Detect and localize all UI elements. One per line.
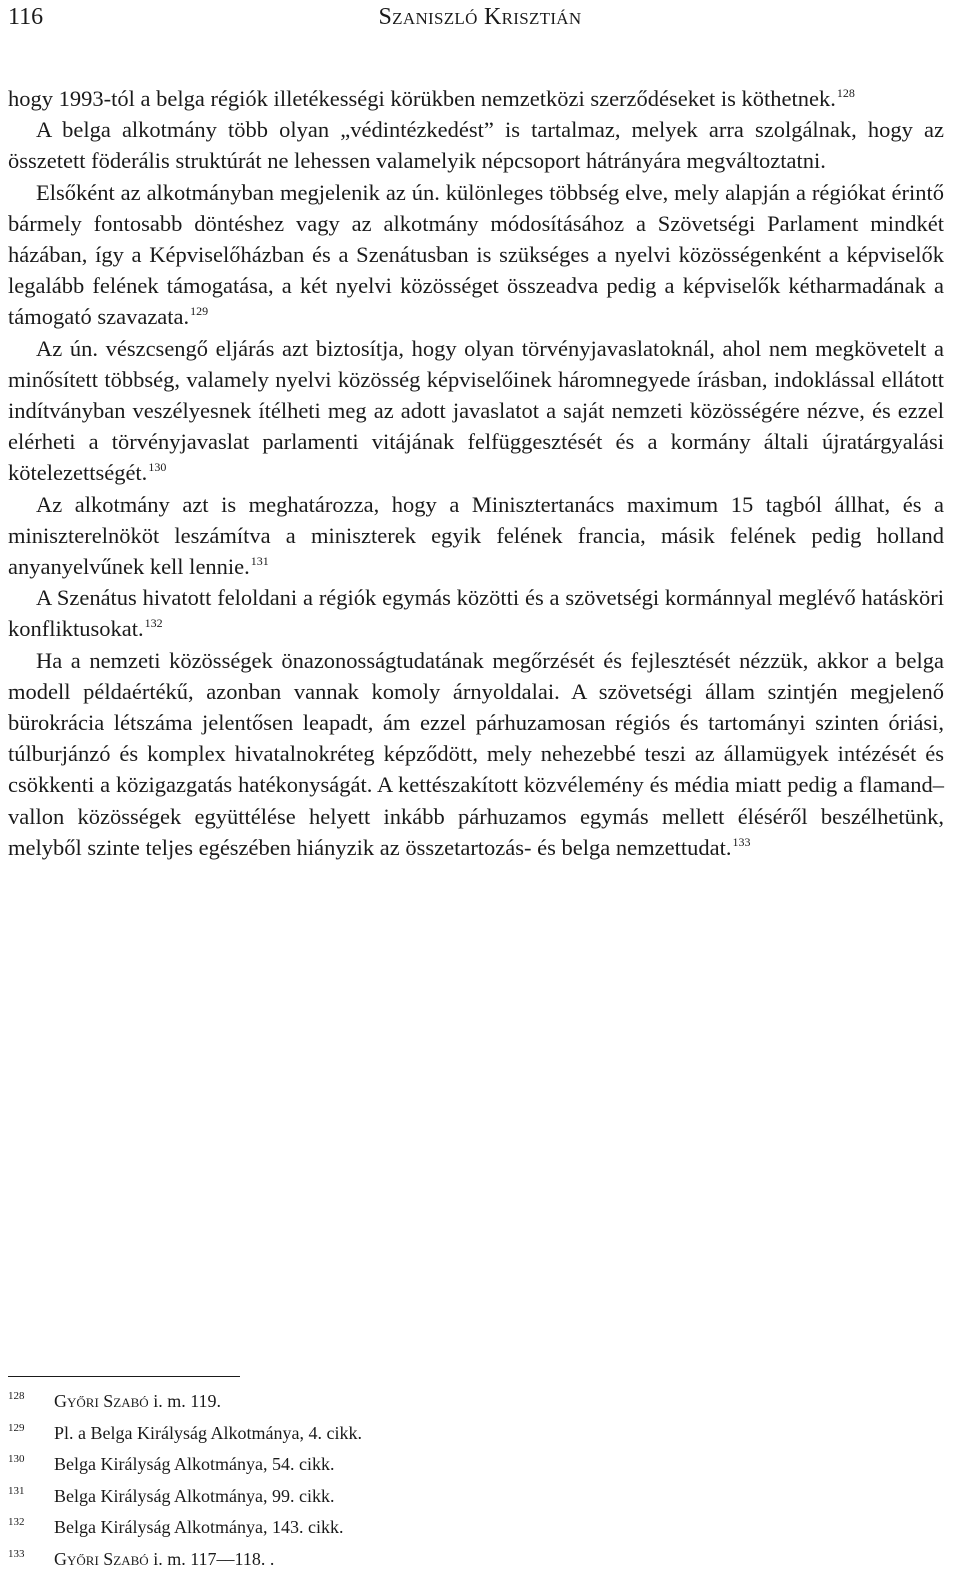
paragraph <box>8 114 944 176</box>
footnotes <box>8 1386 944 1576</box>
paragraph-text: A belga alkotmány több olyan „védintézkedést” is tartalmaz, melyek arra szolgálnak, hogy az összetett föderális struktúrát ne lehessen valamelyik népcsoport hátrányára megváltoztatni. <box>8 117 944 174</box>
footnote-citation: Belga Királyság Alkotmánya, 54. cikk. <box>54 1454 335 1475</box>
footnote-reference: 131 <box>250 554 269 569</box>
footnote-item <box>8 1544 944 1576</box>
footnote-number: 129 <box>8 1421 25 1434</box>
paragraph-text: A Szenátus hivatott feloldani a régiók egymás közötti és a szövetségi kormánnyal meglévő hatásköri konfliktusokat. <box>8 585 944 642</box>
footnote-reference: 129 <box>190 304 209 319</box>
paragraph <box>8 333 944 489</box>
footnote-author: Győri Szabó <box>54 1548 149 1569</box>
footnote-item <box>8 1418 944 1450</box>
paragraph-text: Az alkotmány azt is meghatározza, hogy a Minisztertanács maximum 15 tagból állhat, és a miniszterelnököt leszámítva a miniszterek egyik felének francia, másik felének pedig holland anyanyelvűnek kell lennie. <box>8 491 944 580</box>
footnote-number: 131 <box>8 1484 25 1497</box>
footnote-number: 130 <box>8 1453 25 1466</box>
footnote-number: 128 <box>8 1390 25 1402</box>
paragraph <box>8 645 944 863</box>
paragraph <box>8 177 944 333</box>
page-header <box>8 2 952 32</box>
footnote-text <box>54 1386 221 1418</box>
footnote-author: Győri Szabó <box>54 1391 149 1411</box>
footnote-item <box>8 1512 944 1544</box>
footnote-number: 132 <box>8 1516 25 1529</box>
footnote-citation: Belga Királyság Alkotmánya, 143. cikk. <box>54 1517 344 1538</box>
footnote-citation: i. m. 117––118. . <box>148 1548 275 1569</box>
paragraph-text: Ha a nemzeti közösségek önazonosságtudatának megőrzését és fejlesztését nézzük, akkor a belga modell példaértékű, azonban vannak komoly árnyoldalai. A szövetségi állam szintjén megjelenő bürokrácia létszáma jelentősen leapadt, ám ezzel párhuzamosan régiós és tartományi szinten óriási, túlburjánzó és komplex hivatalnokréteg képződött, mely nehezebbé teszi az államügyek intézését és csökkenti a közigazgatás hatékonyságát. A kettészakított közvélemény és média miatt pedig a flamand–vallon közösségek együttélése helyett inkább párhuzamos egymás mellett éléséről beszélhetünk, melyből szinte teljes egészében hiányzik az összetartozás- és belga nemzettudat. <box>8 647 944 860</box>
footnote-reference: 133 <box>732 834 751 849</box>
footnote-text <box>54 1544 274 1576</box>
running-head: Szaniszló Krisztián <box>378 4 582 30</box>
paragraph-text: Elsőként az alkotmányban megjelenik az ún. különleges többség elve, mely alapján a régiókat érintő bármely fontosabb döntéshez vagy az alkotmány módosításához a Szövetségi Parlament mindkét házában, így a Képviselőházban és a Szenátusban is szükséges a nyelvi közösségenként a képviselők legalább felének támogatása, a két nyelvi közösséget összeadva pedig a képviselők kétharmadának a támogató szavazata. <box>8 179 944 330</box>
footnote-item <box>8 1449 944 1481</box>
paragraph-text: hogy 1993-tól a belga régiók illetékességi körükben nemzetközi szerződéseket is köthetnek. <box>8 86 836 111</box>
footnote-item <box>8 1386 944 1418</box>
footnote-reference: 128 <box>836 86 855 100</box>
footnote-citation: i. m. 119. <box>148 1391 222 1411</box>
footnote-number: 133 <box>8 1547 25 1560</box>
footnote-reference: 130 <box>148 460 167 475</box>
footnote-citation: Pl. a Belga Királyság Alkotmánya, 4. cikk. <box>54 1422 362 1443</box>
paragraph <box>8 582 944 644</box>
paragraph-text: Az ún. vészcsengő eljárás azt biztosítja, hogy olyan törvényjavaslatoknál, ahol nem megkövetelt a minősített többség, valamely nyelvi közösség képviselőinek háromnegyede írásban, indoklással ellátott indítványban veszélyesnek ítélheti meg az adott javaslatot a saját nemzeti közösségére nézve, és ezzel elérheti a törvényjavaslat parlamenti vitájának felfüggesztését és a kormány általi újratárgyalási kötelezettségét. <box>8 335 944 486</box>
footnote-citation: Belga Királyság Alkotmánya, 99. cikk. <box>54 1485 335 1506</box>
paragraph <box>8 83 944 114</box>
footnote-divider <box>8 1376 240 1377</box>
paragraph <box>8 489 944 583</box>
page-number: 116 <box>8 4 44 30</box>
body-text <box>8 83 944 863</box>
footnote-item <box>8 1481 944 1513</box>
footnote-reference: 132 <box>144 616 163 631</box>
